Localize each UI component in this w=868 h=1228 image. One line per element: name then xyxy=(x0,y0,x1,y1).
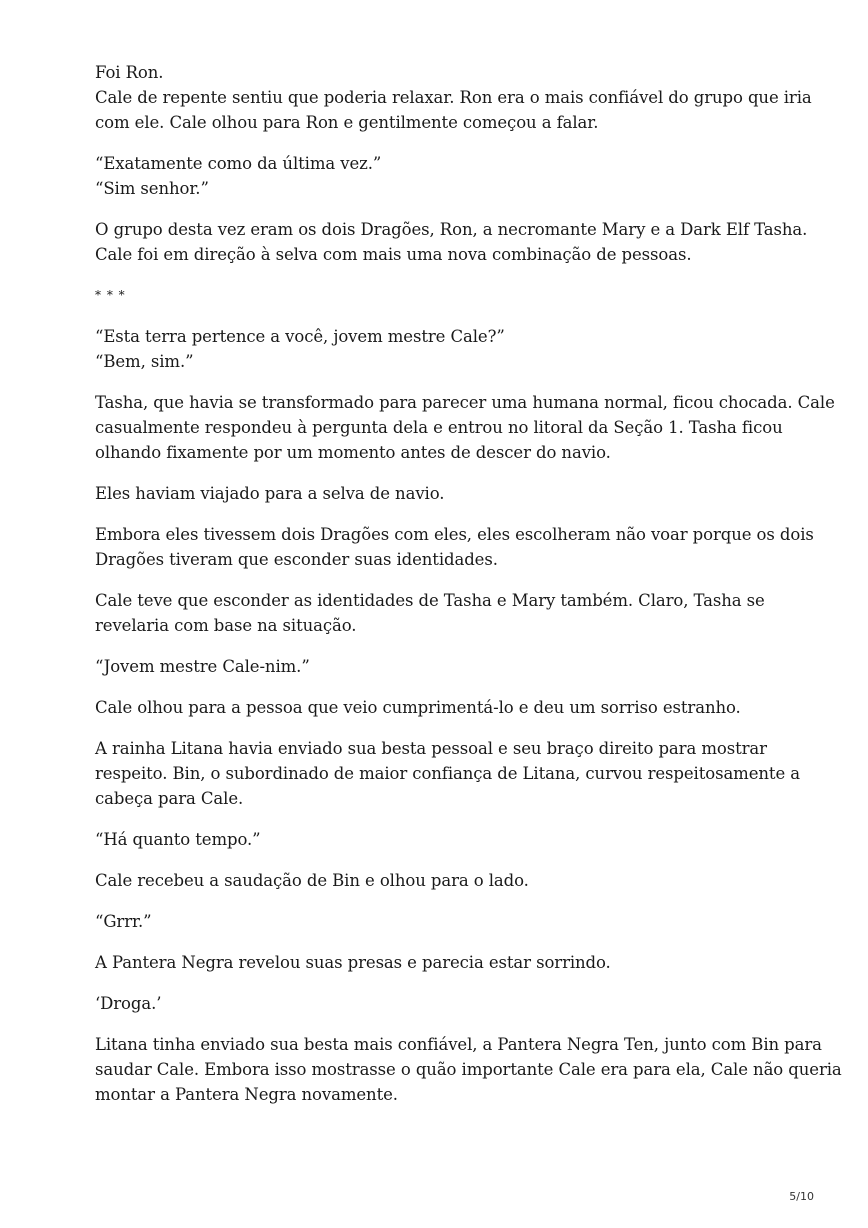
text-line: revelaria com base na situação. xyxy=(95,616,357,635)
paragraph xyxy=(95,522,814,572)
paragraph xyxy=(95,1032,842,1107)
text-line: O grupo desta vez eram os dois Dragões, Ron, a necromante Mary e a Dark Elf Tasha. xyxy=(95,220,808,239)
text-line: cabeça para Cale. xyxy=(95,789,244,808)
text-line: Tasha, que havia se transformado para parecer uma humana normal, ficou chocada. Cale xyxy=(95,393,835,412)
text-line: “Exatamente como da última vez.” xyxy=(95,154,382,173)
document-body xyxy=(95,60,842,1123)
text-line: Litana tinha enviado sua besta mais confiável, a Pantera Negra Ten, junto com Bin para xyxy=(95,1035,822,1054)
paragraph xyxy=(95,588,795,638)
text-line: com ele. Cale olhou para Ron e gentilmente começou a falar. xyxy=(95,113,599,132)
text-line: Cale foi em direção à selva com mais uma nova combinação de pessoas. xyxy=(95,245,692,264)
text-line: Cale recebeu a saudação de Bin e olhou para o lado. xyxy=(95,871,529,890)
text-line: Cale de repente sentiu que poderia relaxar. Ron era o mais confiável do grupo que iria xyxy=(95,88,812,107)
text-line: Dragões tiveram que esconder suas identidades. xyxy=(95,550,498,569)
paragraph xyxy=(95,481,795,506)
text-line: “Há quanto tempo.” xyxy=(95,830,261,849)
paragraph xyxy=(95,736,800,811)
text-line: A Pantera Negra revelou suas presas e parecia estar sorrindo. xyxy=(95,953,611,972)
text-line: olhando fixamente por um momento antes de descer do navio. xyxy=(95,443,611,462)
paragraph xyxy=(95,909,795,934)
text-line: “Esta terra pertence a você, jovem mestre Cale?” xyxy=(95,327,505,346)
page-number: 5/10 xyxy=(789,1190,814,1203)
text-line: Cale olhou para a pessoa que veio cumprimentá-lo e deu um sorriso estranho. xyxy=(95,698,741,717)
paragraph xyxy=(95,827,795,852)
paragraph xyxy=(95,654,795,679)
text-line: A rainha Litana havia enviado sua besta pessoal e seu braço direito para mostrar xyxy=(95,739,767,758)
paragraph xyxy=(95,868,795,893)
text-line: “Bem, sim.” xyxy=(95,352,194,371)
paragraph xyxy=(95,695,795,720)
text-line: Eles haviam viajado para a selva de navio. xyxy=(95,484,445,503)
text-line: “Sim senhor.” xyxy=(95,179,209,198)
paragraph xyxy=(95,151,795,201)
text-line: “Grrr.” xyxy=(95,912,152,931)
paragraph xyxy=(95,217,808,267)
paragraph xyxy=(95,991,795,1016)
text-line: respeito. Bin, o subordinado de maior confiança de Litana, curvou respeitosamente a xyxy=(95,764,800,783)
paragraph xyxy=(95,950,795,975)
separator-text: * * * xyxy=(95,288,126,302)
text-line: Cale teve que esconder as identidades de Tasha e Mary também. Claro, Tasha se xyxy=(95,591,765,610)
text-line: ‘Droga.’ xyxy=(95,994,162,1013)
text-line: montar a Pantera Negra novamente. xyxy=(95,1085,398,1104)
text-line: Foi Ron. xyxy=(95,63,164,82)
text-line: casualmente respondeu à pergunta dela e entrou no litoral da Seção 1. Tasha ficou xyxy=(95,418,783,437)
scene-separator xyxy=(95,283,795,308)
paragraph xyxy=(95,60,812,135)
paragraph xyxy=(95,390,835,465)
paragraph xyxy=(95,324,795,374)
text-line: saudar Cale. Embora isso mostrasse o quão importante Cale era para ela, Cale não queria xyxy=(95,1060,842,1079)
text-line: “Jovem mestre Cale-nim.” xyxy=(95,657,310,676)
text-line: Embora eles tivessem dois Dragões com eles, eles escolheram não voar porque os dois xyxy=(95,525,814,544)
